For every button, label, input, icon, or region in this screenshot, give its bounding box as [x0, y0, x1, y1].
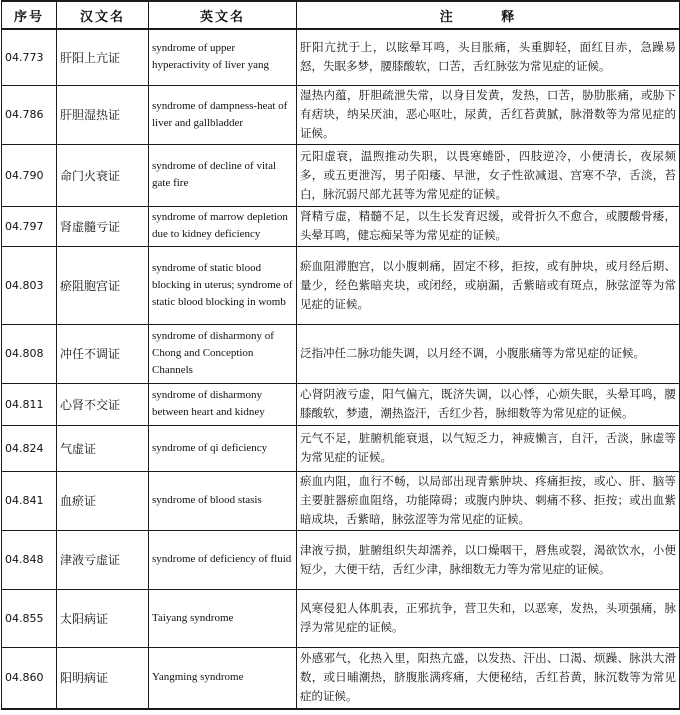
- term-note: 外感邪气，化热入里，阳热亢盛，以发热、汗出、口渴、烦躁、脉洪大滑数，或日晡潮热，脐腹胀满疼痛，大便秘结，舌红苔黄，脉沉数等为常见症的证候。: [297, 647, 680, 709]
- header-num: 序号: [2, 1, 57, 29]
- table-row: [2, 29, 680, 85]
- table-row: [2, 647, 680, 709]
- term-english: Yangming syndrome: [149, 647, 297, 709]
- table-row: [2, 425, 680, 471]
- term-note: 瘀血内阻，血行不畅，以局部出现青紫肿块、疼痛拒按，或心、肝、脑等主要脏器瘀血阻络，功能障碍；或腹内肿块、刺痛不移、拒按；或出血紫暗成块，舌紫暗，脉弦涩等为常见症的证候。: [297, 471, 680, 530]
- table-row: [2, 383, 680, 425]
- term-english: syndrome of deficiency of fluid: [149, 530, 297, 589]
- term-english: syndrome of marrow depletion due to kidney deficiency: [149, 206, 297, 246]
- term-english: syndrome of decline of vital gate fire: [149, 144, 297, 206]
- term-chinese: 津液亏虚证: [57, 530, 149, 589]
- terminology-table: [1, 0, 680, 710]
- term-english: Taiyang syndrome: [149, 589, 297, 647]
- table-row: [2, 144, 680, 206]
- term-number: 04.790: [2, 144, 57, 206]
- header-note: 注 释: [297, 1, 680, 29]
- table-row: [2, 589, 680, 647]
- term-number: 04.855: [2, 589, 57, 647]
- term-number: 04.773: [2, 29, 57, 85]
- term-english: syndrome of qi deficiency: [149, 425, 297, 471]
- term-chinese: 冲任不调证: [57, 324, 149, 383]
- table-row: [2, 206, 680, 246]
- term-note: 肝阳亢扰于上，以眩晕耳鸣，头目胀痛，头重脚轻，面红目赤，急躁易怒，失眠多梦，腰膝酸软，口苦，舌红脉弦为常见症的证候。: [297, 29, 680, 85]
- term-chinese: 肾虚髓亏证: [57, 206, 149, 246]
- term-number: 04.824: [2, 425, 57, 471]
- header-en: 英文名: [149, 1, 297, 29]
- term-note: 泛指冲任二脉功能失调，以月经不调，小腹胀痛等为常见症的证候。: [297, 324, 680, 383]
- term-chinese: 肝胆湿热证: [57, 85, 149, 144]
- term-note: 元阳虚衰，温煦推动失职，以畏寒蜷卧，四肢逆冷，小便清长，夜尿频多，或五更泄泻，男子阳痿、早泄，女子性欲减退、宫寒不孕，舌淡，苔白，脉沉弱尺部尤甚等为常见症的证候。: [297, 144, 680, 206]
- term-chinese: 血瘀证: [57, 471, 149, 530]
- table-row: [2, 471, 680, 530]
- table-row: [2, 324, 680, 383]
- table-body: [2, 29, 680, 709]
- term-chinese: 气虚证: [57, 425, 149, 471]
- term-number: 04.808: [2, 324, 57, 383]
- term-note: 湿热内蕴，肝胆疏泄失常，以身目发黄，发热，口苦，胁肋胀痛，或胁下有痞块，纳呆厌油，恶心呕吐，尿黄，舌红苔黄腻，脉滑数等为常见症的证候。: [297, 85, 680, 144]
- header-row: [2, 1, 680, 29]
- term-note: 心肾阴液亏虚，阳气偏亢，既济失调，以心悸，心烦失眠，头晕耳鸣，腰膝酸软，梦遗，潮热盗汗，舌红少苔，脉细数等为常见症的证候。: [297, 383, 680, 425]
- term-english: syndrome of upper hyperactivity of liver yang: [149, 29, 297, 85]
- term-english: syndrome of blood stasis: [149, 471, 297, 530]
- table-row: [2, 530, 680, 589]
- term-english: syndrome of disharmony between heart and kidney: [149, 383, 297, 425]
- table-row: [2, 246, 680, 324]
- term-number: 04.803: [2, 246, 57, 324]
- header-cn: 汉文名: [57, 1, 149, 29]
- term-note: 肾精亏虚，精髓不足，以生长发育迟缓，或骨折久不愈合，或腰酸骨痿，头晕耳鸣，健忘痴呆等为常见症的证候。: [297, 206, 680, 246]
- term-english: syndrome of static blood blocking in uterus; syndrome of static blood blocking in womb: [149, 246, 297, 324]
- term-chinese: 瘀阻胞宫证: [57, 246, 149, 324]
- term-note: 风寒侵犯人体肌表，正邪抗争，营卫失和，以恶寒，发热，头项强痛，脉浮为常见症的证候。: [297, 589, 680, 647]
- table-row: [2, 85, 680, 144]
- term-number: 04.811: [2, 383, 57, 425]
- term-note: 元气不足，脏腑机能衰退，以气短乏力，神疲懒言，自汗，舌淡，脉虚等为常见症的证候。: [297, 425, 680, 471]
- term-chinese: 肝阳上亢证: [57, 29, 149, 85]
- term-number: 04.797: [2, 206, 57, 246]
- term-chinese: 心肾不交证: [57, 383, 149, 425]
- term-english: syndrome of dampness-heat of liver and gallbladder: [149, 85, 297, 144]
- term-chinese: 命门火衰证: [57, 144, 149, 206]
- term-note: 津液亏损，脏腑组织失却濡养，以口燥咽干，唇焦或裂，渴欲饮水，小便短少，大便干结，舌红少津，脉细数无力等为常见症的证候。: [297, 530, 680, 589]
- term-chinese: 阳明病证: [57, 647, 149, 709]
- term-english: syndrome of disharmony of Chong and Conception Channels: [149, 324, 297, 383]
- term-number: 04.860: [2, 647, 57, 709]
- term-number: 04.841: [2, 471, 57, 530]
- table-header: [2, 1, 680, 29]
- term-number: 04.848: [2, 530, 57, 589]
- term-number: 04.786: [2, 85, 57, 144]
- term-chinese: 太阳病证: [57, 589, 149, 647]
- term-note: 瘀血阻滞胞宫，以小腹刺痛，固定不移，拒按，或有肿块，或月经后期、量少，经色紫暗夹块，或闭经，或崩漏，舌紫暗或有斑点，脉弦涩等为常见症的证候。: [297, 246, 680, 324]
